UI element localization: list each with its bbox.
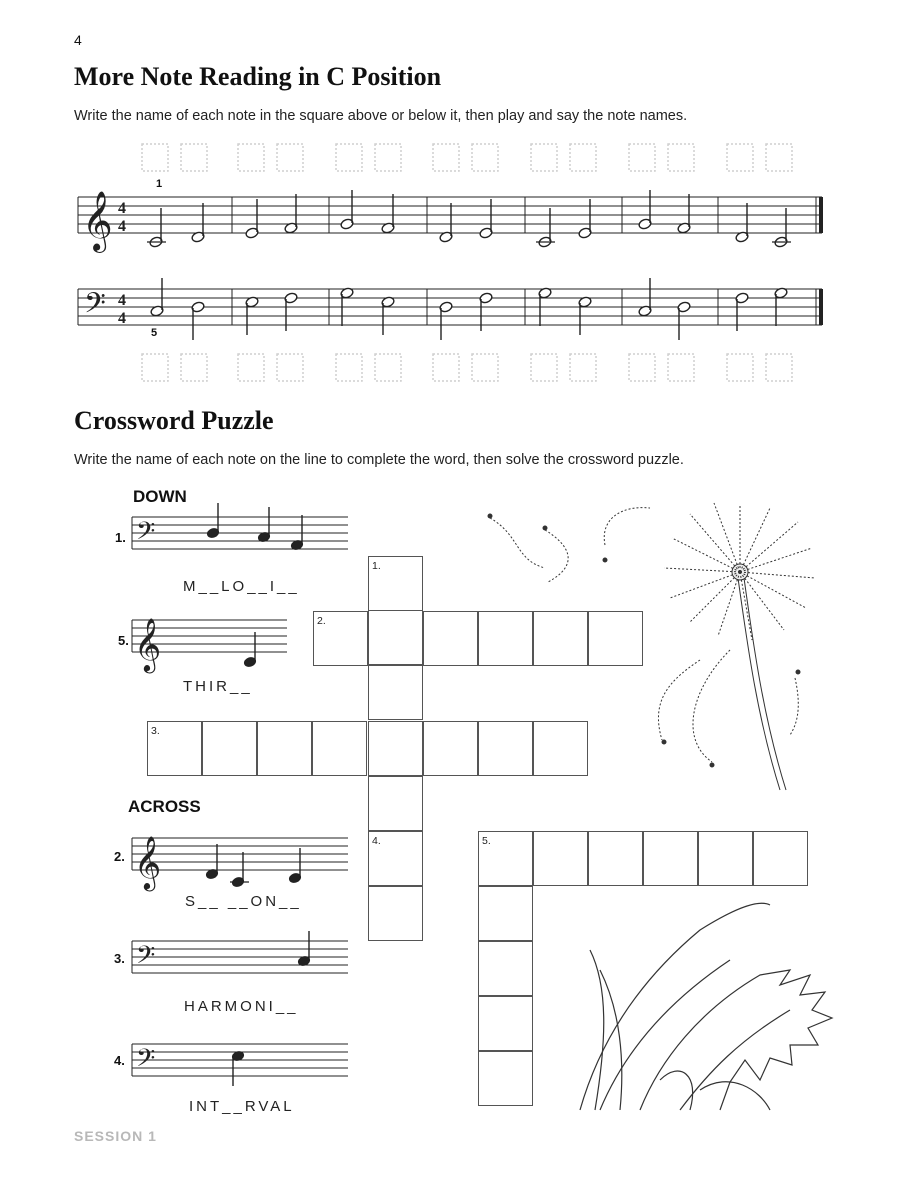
grid-cell[interactable] — [588, 831, 643, 886]
grid-cell[interactable] — [533, 721, 588, 776]
finger-number: 5 — [151, 327, 158, 339]
grid-cell[interactable] — [368, 721, 423, 776]
clue-word: INT__RVAL — [189, 1098, 295, 1115]
clue-1-notes — [206, 503, 303, 551]
bass-clef-icon: 𝄢 — [136, 941, 156, 976]
svg-text:4: 4 — [118, 218, 126, 235]
clue-word: S__ __ON__ — [185, 893, 302, 910]
treble-clef-icon: 𝄞 — [134, 835, 162, 889]
grid-number: 1. — [372, 560, 381, 572]
bass-answer-boxes[interactable] — [142, 354, 792, 381]
treble-answer-boxes[interactable] — [142, 144, 792, 171]
svg-text:4: 4 — [118, 292, 126, 309]
grid-cell[interactable] — [478, 996, 533, 1051]
note-reading-title: More Note Reading in C Position — [74, 62, 442, 91]
treble-clef-icon: 𝄞 — [82, 191, 113, 251]
grid-cell[interactable] — [368, 886, 423, 941]
bass-time-signature — [118, 292, 126, 327]
grid-cell[interactable] — [643, 831, 698, 886]
grid-cell[interactable] — [368, 610, 423, 665]
bass-notes — [150, 278, 788, 340]
grid-cell[interactable] — [478, 886, 533, 941]
grid-cell[interactable] — [698, 831, 753, 886]
grid-cell[interactable] — [478, 941, 533, 996]
grid-cell[interactable] — [533, 611, 588, 666]
clue-number: 1. — [115, 530, 126, 545]
clue-word: HARMONI__ — [184, 998, 299, 1015]
grid-number: 2. — [317, 615, 326, 627]
grid-number: 4. — [372, 835, 381, 847]
grid-cell[interactable] — [478, 611, 533, 666]
clue-2-staff — [132, 838, 348, 870]
grid-cell[interactable] — [588, 611, 643, 666]
clue-3-staff — [132, 941, 348, 973]
grid-cell[interactable] — [478, 1051, 533, 1106]
svg-text:4: 4 — [118, 200, 126, 217]
clue-1-staff — [132, 517, 348, 549]
clue-number: 5. — [118, 633, 129, 648]
clue-word: THIR__ — [183, 678, 253, 695]
clue-5-notes — [243, 632, 256, 668]
grid-cell[interactable] — [368, 776, 423, 831]
page-number: 4 — [74, 32, 82, 48]
grid-cell[interactable] — [257, 721, 312, 776]
footer-session-label: SESSION 1 — [74, 1128, 157, 1144]
clue-number: 4. — [114, 1053, 125, 1068]
grid-cell[interactable] — [423, 721, 478, 776]
grid-cell[interactable] — [533, 831, 588, 886]
clue-2-notes — [205, 844, 301, 888]
finger-number: 1 — [156, 178, 163, 190]
crossword-instructions: Write the name of each note on the line to complete the word, then solve the crossword puzzle. — [74, 452, 684, 468]
svg-text:4: 4 — [118, 310, 126, 327]
grid-cell[interactable] — [368, 665, 423, 720]
grid-number: 5. — [482, 835, 491, 847]
treble-notes — [149, 190, 788, 248]
down-heading: DOWN — [133, 487, 187, 506]
note-reading-instructions: Write the name of each note in the square above or below it, then play and say the note names. — [74, 108, 688, 124]
grid-cell[interactable] — [753, 831, 808, 886]
bass-clef-icon: 𝄢 — [136, 1044, 156, 1079]
grid-cell[interactable] — [202, 721, 257, 776]
leaf-illustration — [580, 903, 832, 1110]
crossword-title: Crossword Puzzle — [74, 406, 274, 435]
bass-clef-icon: 𝄢 — [84, 287, 106, 327]
treble-time-signature — [118, 200, 126, 235]
across-heading: ACROSS — [128, 797, 201, 816]
bass-clef-icon: 𝄢 — [136, 517, 156, 552]
treble-clef-icon: 𝄞 — [134, 617, 162, 671]
clue-number: 3. — [114, 951, 125, 966]
clue-number: 2. — [114, 849, 125, 864]
clue-word: M__LO__I__ — [183, 578, 300, 595]
grid-cell[interactable] — [478, 721, 533, 776]
grid-cell[interactable] — [312, 721, 367, 776]
grid-cell[interactable] — [423, 611, 478, 666]
grid-number: 3. — [151, 725, 160, 737]
